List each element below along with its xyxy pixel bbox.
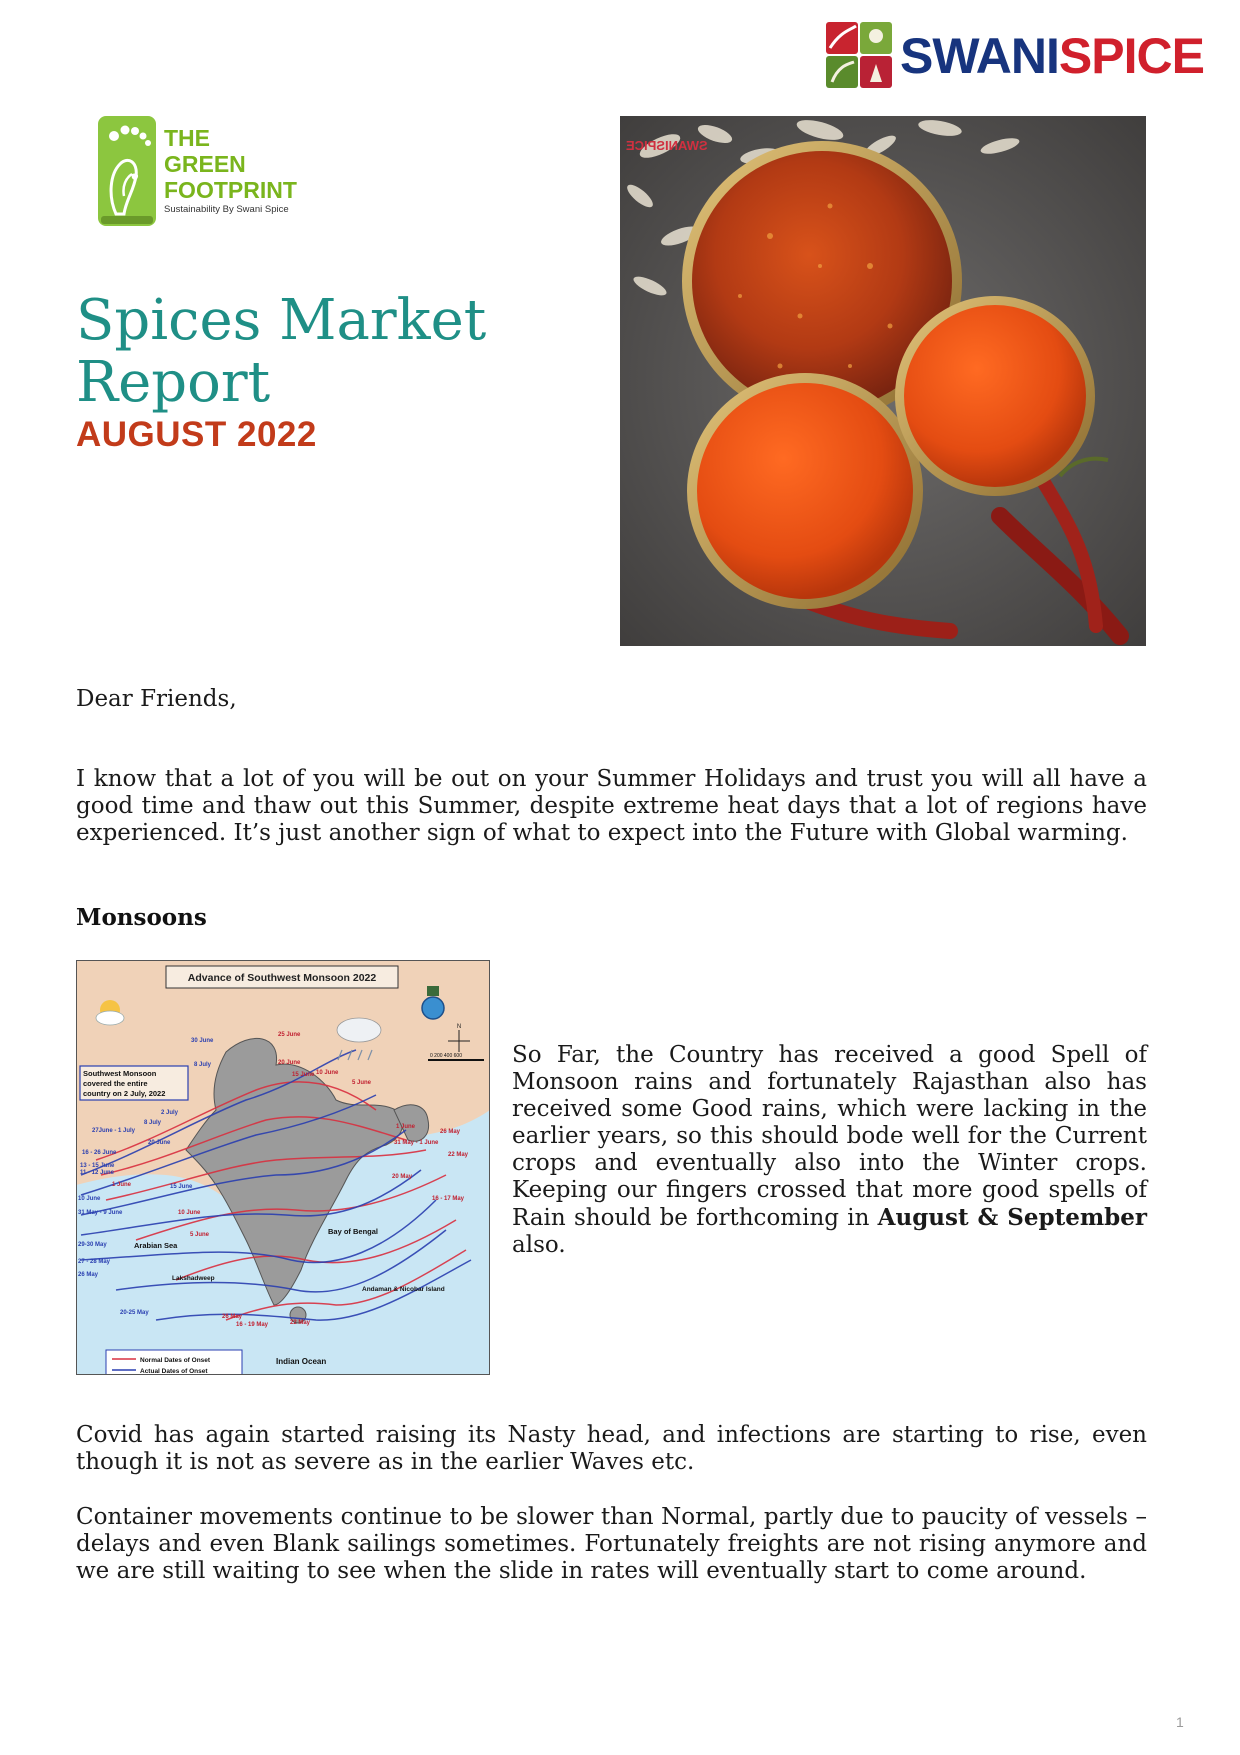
legend-normal: Normal Dates of Onset xyxy=(140,1357,211,1364)
map-date-label: 2 July xyxy=(161,1110,179,1116)
map-label-arabian-sea: Arabian Sea xyxy=(134,1241,178,1250)
brand-name-part2: SPICE xyxy=(1058,28,1204,84)
map-date-label: 30 June xyxy=(191,1038,214,1044)
map-date-label: 8 July xyxy=(144,1120,162,1126)
covid-paragraph: Covid has again started raising its Nasty head, and infections are starting to rise, even though it is not as severe as in the earlier Waves etc. xyxy=(76,1422,1147,1475)
gfp-line-the: THE xyxy=(164,125,210,151)
map-date-label: 16 - 26 June xyxy=(82,1150,117,1156)
map-date-label: 20 June xyxy=(278,1060,301,1066)
map-date-label: 16 - 19 May xyxy=(236,1322,269,1328)
report-title-line1: Spices Market xyxy=(76,288,487,353)
gfp-tagline: Sustainability By Swani Spice xyxy=(164,204,289,215)
gfp-line-footprint: FOOTPRINT xyxy=(164,177,297,203)
map-date-label: 16 - 17 May xyxy=(432,1196,465,1202)
map-date-label: 26 May xyxy=(440,1129,461,1135)
monsoon-paragraph xyxy=(512,1042,1147,1259)
map-date-label: 15 June xyxy=(170,1184,193,1190)
map-date-label: 15 June xyxy=(292,1072,315,1078)
map-date-label: 1 June xyxy=(396,1124,416,1130)
map-date-label: 13 - 15 June xyxy=(80,1163,115,1169)
map-date-label: 22 May xyxy=(448,1152,469,1158)
map-date-label: 27June - 1 July xyxy=(92,1128,136,1134)
report-title xyxy=(76,290,596,414)
gfp-line-green: GREEN xyxy=(164,151,246,177)
legend-actual: Actual Dates of Onset xyxy=(140,1368,208,1375)
map-title: Advance of Southwest Monsoon 2022 xyxy=(187,972,377,984)
photo-watermark: SWANISPICE xyxy=(626,138,708,153)
map-date-label: 27 - 28 May xyxy=(78,1259,111,1265)
swanispice-logo xyxy=(826,22,1216,90)
map-date-label: 10 June xyxy=(316,1070,339,1076)
map-date-label: 5 June xyxy=(352,1080,372,1086)
map-note-line1: Southwest Monsoon xyxy=(83,1069,157,1078)
map-date-label: 22 May xyxy=(290,1320,311,1326)
map-date-label: 25 June xyxy=(278,1032,301,1038)
page-number: 1 xyxy=(1176,1714,1184,1730)
greeting: Dear Friends, xyxy=(76,686,237,712)
section-heading-monsoons: Monsoons xyxy=(76,904,207,931)
map-date-label: 5 June xyxy=(190,1232,210,1238)
map-date-label: 8 July xyxy=(194,1062,212,1068)
monsoon-map xyxy=(76,960,490,1375)
intro-paragraph: I know that a lot of you will be out on your Summer Holidays and trust you will all have a good time and thaw out this Summer, despite extreme heat days that a lot of regions have experienced. It’s just another sign of what to expect into the Future with Global warming. xyxy=(76,766,1147,846)
map-date-label: 20-25 May xyxy=(120,1310,149,1316)
swanispice-emblem-icon xyxy=(826,22,892,88)
map-date-label: 29-30 May xyxy=(78,1242,107,1248)
green-footprint-logo xyxy=(98,116,308,228)
map-date-label: 26 May xyxy=(222,1314,243,1320)
map-date-label: 20 May xyxy=(392,1174,413,1180)
map-label-ocean: Indian Ocean xyxy=(276,1357,327,1366)
map-label-bay-of-bengal: Bay of Bengal xyxy=(328,1227,379,1236)
svg-text:N: N xyxy=(456,1024,462,1030)
map-date-label: 10 June xyxy=(78,1196,101,1202)
containers-paragraph: Container movements continue to be slower than Normal, partly due to paucity of vessels –delays and even Blank sailings sometimes. Fortunately freights are not rising anymore and we are still waiting to see when the slide in rates will eventually start to come around. xyxy=(76,1504,1147,1584)
spices-photo xyxy=(620,116,1146,646)
map-date-label: 26 May xyxy=(78,1272,99,1278)
brand-wordmark xyxy=(900,28,1204,84)
report-date: AUGUST 2022 xyxy=(76,415,317,454)
monsoon-text-a: So Far, the Country has received a good Spell of Monsoon rains and fortunately Rajasthan also has received some Good rains, which were lacking in the earlier years, so this should bode well for the Current crops and eventually also into the Winter crops. Keeping our fingers crossed that more good spells of Rain should be forthcoming in xyxy=(512,1042,1147,1231)
map-note-line3: country on 2 July, 2022 xyxy=(83,1089,166,1098)
monsoon-text-b: also. xyxy=(512,1232,566,1258)
map-scale: 0 200 400 600 xyxy=(430,1053,462,1059)
map-note-line2: covered the entire xyxy=(83,1079,148,1088)
map-date-label: 10 June xyxy=(178,1210,201,1216)
map-label-islands: Andaman & Nicobar Island xyxy=(362,1286,445,1293)
map-date-label: 31 May - 9 June xyxy=(78,1210,123,1216)
map-date-label: 1 June xyxy=(112,1182,132,1188)
brand-name-part1: SWANI xyxy=(900,28,1059,84)
footprint-icon xyxy=(98,116,156,226)
monsoon-months-bold: August & September xyxy=(877,1204,1147,1231)
map-date-label: 11 - 12 June xyxy=(80,1170,115,1176)
report-title-line2: Report xyxy=(76,350,271,415)
map-date-label: 31 May - 1 June xyxy=(394,1140,439,1146)
map-label-lakshadweep: Lakshadweep xyxy=(172,1275,215,1282)
map-date-label: 20 June xyxy=(148,1140,171,1146)
